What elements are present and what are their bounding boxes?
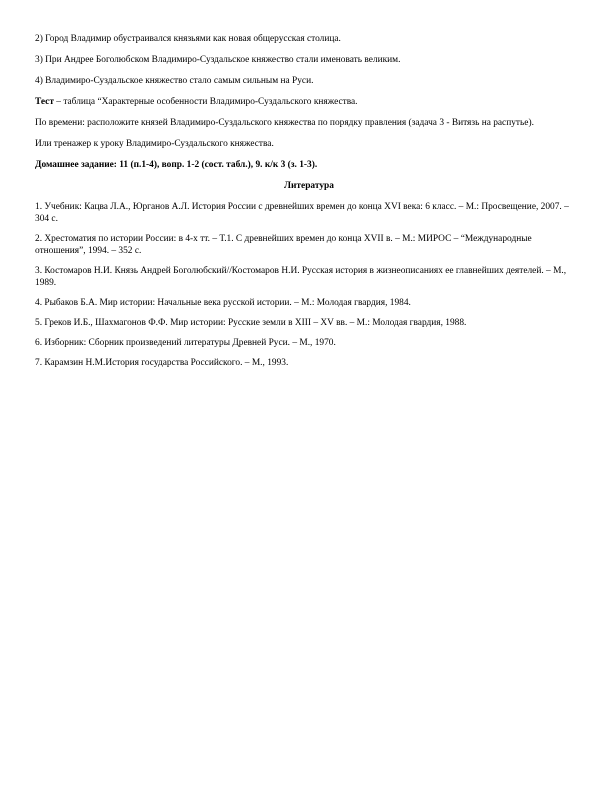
- literature-item: 5. Греков И.Б., Шахмагонов Ф.Ф. Мир истории: Русские земли в XIII – XV вв. – М.: Молодая гвардия, 1988.: [35, 318, 467, 328]
- paragraph-test: [35, 96, 583, 108]
- literature-item: 3. Костомаров Н.И. Князь Андрей Боголюбский//Костомаров Н.И. Русская история в жизнеописаниях ее главнейших деятелей. – М., 1989.: [35, 266, 567, 288]
- literature-item: 4. Рыбаков Б.А. Мир истории: Начальные века русской истории. – М.: Молодая гвардия, 1984.: [35, 298, 411, 308]
- literature-item: 7. Карамзин Н.М.История государства Российского. – М., 1993.: [35, 358, 289, 368]
- literature-item: 6. Изборник: Сборник произведений литературы Древней Руси. – М., 1970.: [35, 338, 336, 348]
- paragraph-ordering-task: По времени: расположите князей Владимиро-Суздальского княжества по порядку правления (задача 3 - Витязь на распутье).: [35, 118, 534, 128]
- paragraph-strongest-principality: 4) Владимиро-Суздальское княжество стало самым сильным на Руси.: [35, 76, 314, 86]
- homework-assignment: Домашнее задание: 11 (п.1-4), вопр. 1-2 (сост. табл.), 9. к/к 3 (з. 1-3).: [35, 160, 318, 170]
- paragraph-vladimir-capital: 2) Город Владимир обустраивался князьями как новая общерусская столица.: [35, 34, 341, 44]
- paragraph-andrey-bogolyubsky: 3) При Андрее Боголюбском Владимиро-Суздальское княжество стали именовать великим.: [35, 55, 401, 65]
- test-text: – таблица “Характерные особенности Владимиро-Суздальского княжества.: [53, 97, 358, 107]
- test-label: Тест: [35, 97, 54, 107]
- paragraph-trainer: Или тренажер к уроку Владимиро-Суздальского княжества.: [35, 139, 274, 149]
- literature-item: 2. Хрестоматия по истории России: в 4-х тт. – Т.1. С древнейших времен до конца XVII в. – М.: МИРОС – “Международные отношения”, 1994. – 352 с.: [35, 234, 532, 256]
- literature-item: 1. Учебник: Кацва Л.А., Юрганов А.Л. История России с древнейших времен до конца XVI века: 6 класс. – М.: Просвещение, 2007. – 304 с.: [35, 202, 569, 224]
- literature-heading: Литература: [284, 181, 334, 191]
- document-page: [35, 33, 583, 377]
